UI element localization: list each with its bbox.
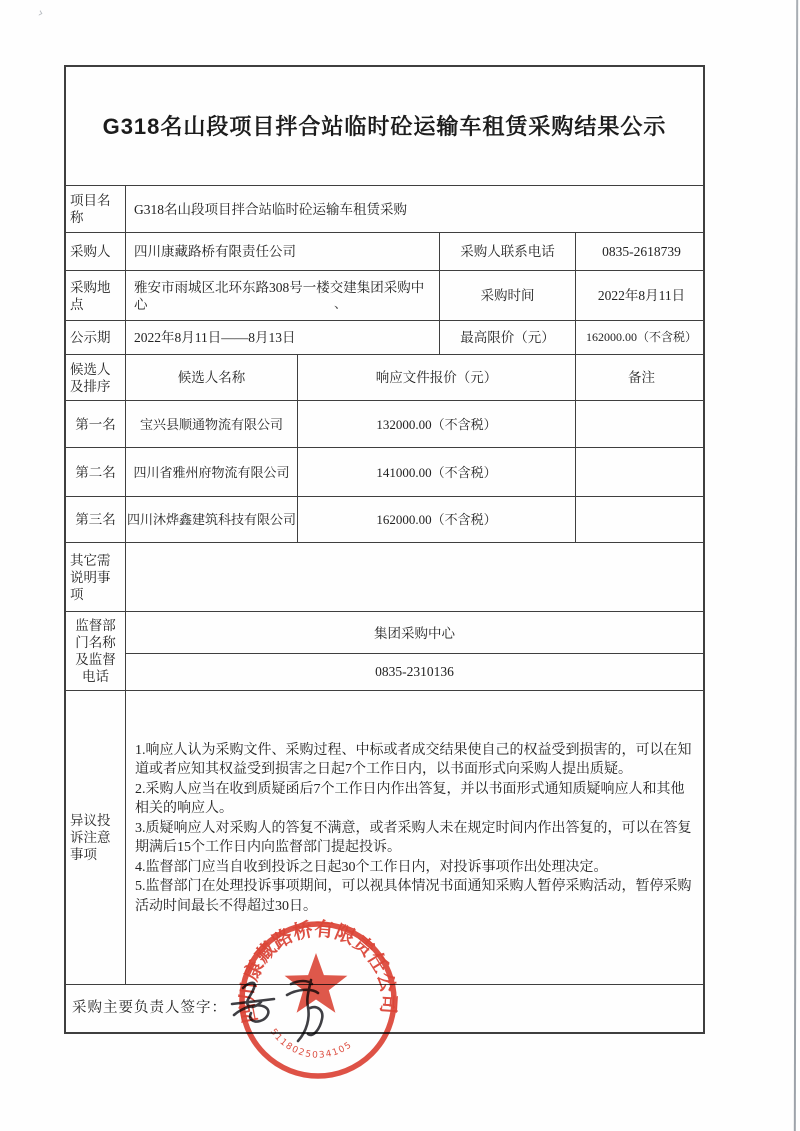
announcement-table [64,65,705,1034]
candidate-2-name: 四川省雅州府物流有限公司 [125,448,297,496]
supervision-phone: 0835-2310136 [126,653,703,691]
candidate-row-3 [66,496,703,542]
candidate-1-rank: 第一名 [75,416,116,432]
candidates-header-row [66,354,703,400]
publicity-period-value: 2022年8月11日——8月13日 [125,321,439,354]
publicity-period-row [66,320,703,354]
location-value [125,271,439,320]
location-label: 采购地点 [70,279,111,312]
publicity-period-label: 公示期 [70,330,111,345]
candidate-2-remark [575,448,707,496]
other-notes-row [66,542,703,611]
project-name-value: G318名山段项目拌合站临时砼运输车租赁采购 [125,186,703,232]
purchaser-label: 采购人 [70,244,111,259]
stray-ink-mark: 、 [334,296,348,311]
candidate-name-header: 候选人名称 [125,355,297,400]
candidate-2-price: 141000.00（不含税） [297,448,575,496]
signature-label: 采购主要负责人签字： [72,1000,227,1016]
seal-number-arc: 5118025034105 [267,1027,355,1061]
supervision-row [66,611,703,690]
scan-corner-artifact: › [36,5,45,22]
purchaser-phone-label: 采购人联系电话 [439,233,575,270]
candidate-3-name: 四川沐烨鑫建筑科技有限公司 [125,497,297,542]
objection-item-1: 1.响应人认为采购文件、采购过程、中标或者成交结果使自己的权益受到损害的，可以在知道或者应知其权益受到损害之日起7个工作日内，以书面形式向采购人提出质疑。 [135,742,692,778]
location-address-text: 雅安市雨城区北环东路308号一楼交建集团采购中心 [134,279,425,312]
other-notes-value [125,543,703,611]
supervision-values [125,612,703,690]
candidate-row-2 [66,447,703,496]
objection-item-3: 3.质疑响应人对采购人的答复不满意，或者采购人未在规定时间内作出答复的，可以在答复期满后15个工作日内向监督部门提起投诉。 [135,820,692,856]
candidate-3-rank: 第三名 [75,512,116,527]
purchase-time-value: 2022年8月11日 [575,271,707,320]
scan-page-edge-shadow [794,0,798,1131]
candidate-remark-header: 备注 [575,355,707,400]
handwritten-signature [227,968,352,1050]
candidate-1-name: 宝兴县顺通物流有限公司 [125,401,297,447]
supervision-label: 监督部门名称及监督电话 [75,618,116,684]
supervision-dept: 集团采购中心 [374,626,455,642]
candidate-3-remark [575,497,707,542]
purchaser-phone-value: 0835-2618739 [575,233,707,270]
objection-item-4: 4.监督部门应当自收到投诉之日起30个工作日内，对投诉事项作出处理决定。 [135,859,608,875]
candidate-3-price: 162000.00（不含税） [297,497,575,542]
candidates-rank-header: 候选人及排序 [70,361,111,394]
document-title: G318名山段项目拌合站临时砼运输车租赁采购结果公示 [102,113,667,139]
title-row [66,67,703,185]
location-row [66,270,703,320]
purchaser-row [66,232,703,270]
purchaser-value: 四川康藏路桥有限责任公司 [125,233,439,270]
max-price-label: 最高限价（元） [439,321,575,354]
candidate-row-1 [66,400,703,447]
objection-label: 异议投诉注意事项 [70,813,111,862]
seal-company-arc: 四川康藏路桥有限责任公司 [237,919,399,1025]
objection-item-2: 2.采购人应当在收到质疑函后7个工作日内作出答复，并以书面形式通知质疑响应人和其他相关的响应人。 [135,781,685,817]
project-name-label: 项目名称 [70,193,111,225]
max-price-value: 162000.00（不含税） [575,321,707,354]
candidate-1-price: 132000.00（不含税） [297,401,575,447]
other-notes-label: 其它需说明事项 [70,552,111,602]
candidate-1-remark [575,401,707,447]
purchase-time-label: 采购时间 [439,271,575,320]
candidate-2-rank: 第二名 [75,464,116,480]
project-name-row [66,185,703,232]
objection-item-5: 5.监督部门在处理投诉事项期间，可以视具体情况书面通知采购人暂停采购活动，暂停采购活动时间最长不得超过30日。 [135,879,692,914]
objection-text [125,691,703,984]
candidate-price-header: 响应文件报价（元） [297,355,575,400]
